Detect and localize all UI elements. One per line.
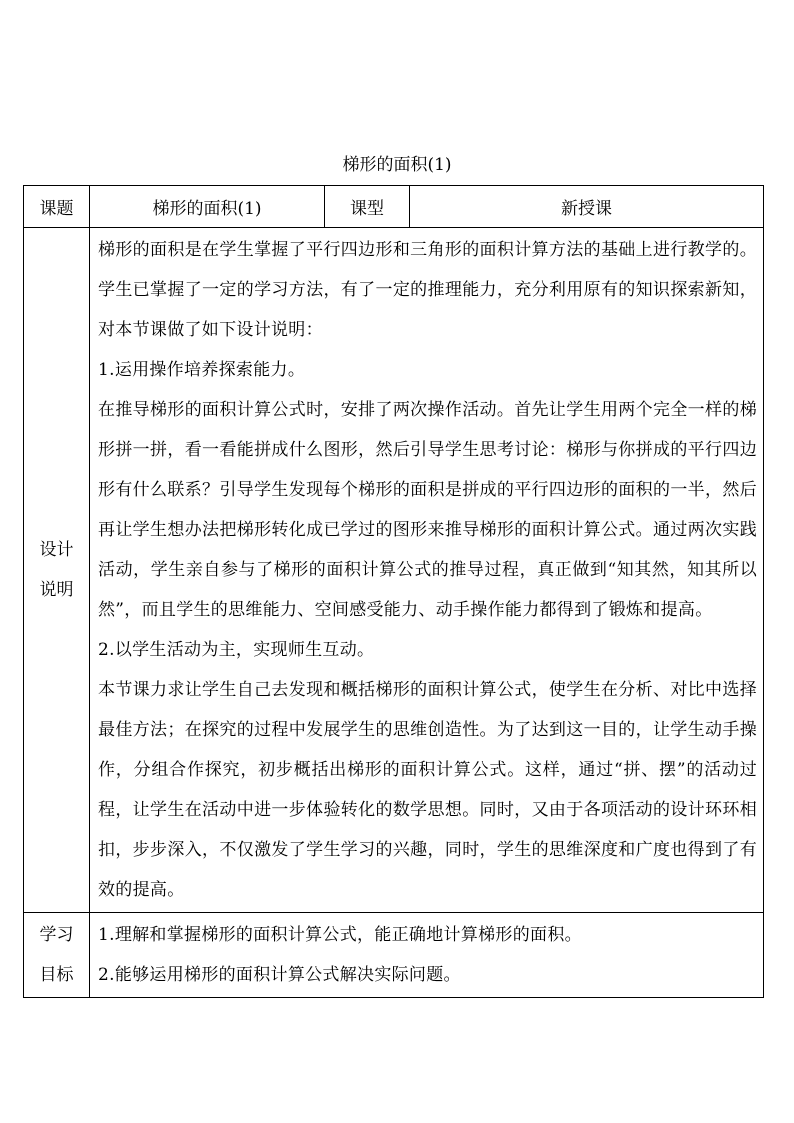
- design-label: [24, 228, 90, 913]
- design-paragraph: 本节课力求让学生自己去发现和概括梯形的面积计算公式，使学生在分析、对比中选择最佳方法；在探究的过程中发展学生的思维创造性。为了达到这一目的，让学生动手操作，分组合作探究，初步概括出梯形的面积计算公式。这样，通过“拼、摆”的活动过程，让学生在活动中进一步体验转化的数学思想。同时，又由于各项活动的设计环环相扣，步步深入，不仅激发了学生学习的兴趣，同时，学生的思维深度和广度也得到了有效的提高。: [98, 680, 757, 900]
- goals-label-line1: 学习: [39, 925, 74, 945]
- design-paragraph: 梯形的面积是在学生掌握了平行四边形和三角形的面积计算方法的基础上进行教学的。学生已掌握了一定的学习方法，有了一定的推理能力，充分利用原有的知识探索新知，对本节课做了如下设计说明：: [98, 240, 757, 340]
- design-paragraph: 2.以学生活动为主，实现师生互动。: [98, 640, 375, 660]
- page-title: 梯形的面积(1): [342, 155, 452, 175]
- design-label-line1: 设计: [39, 540, 74, 560]
- design-row: [24, 228, 764, 913]
- lesson-plan-table: [23, 185, 764, 998]
- goals-content: [90, 913, 764, 998]
- type-label: 课型: [325, 186, 410, 228]
- type-value: 新授课: [410, 186, 764, 228]
- design-paragraph: 1.运用操作培养探索能力。: [98, 360, 306, 380]
- goal-item: 2.能够运用梯形的面积计算公式解决实际问题。: [98, 965, 461, 985]
- goals-label: [24, 913, 90, 998]
- course-value: 梯形的面积(1): [90, 186, 325, 228]
- design-content: [90, 228, 764, 913]
- goals-row: [24, 913, 764, 998]
- design-paragraph: 在推导梯形的面积计算公式时，安排了两次操作活动。首先让学生用两个完全一样的梯形拼一拼，看一看能拼成什么图形，然后引导学生思考讨论：梯形与你拼成的平行四边形有什么联系？引导学生发现每个梯形的面积是拼成的平行四边形的面积的一半，然后再让学生想办法把梯形转化成已学过的图形来推导梯形的面积计算公式。通过两次实践活动，学生亲自参与了梯形的面积计算公式的推导过程，真正做到“知其然，知其所以然”，而且学生的思维能力、空间感受能力、动手操作能力都得到了锻炼和提高。: [98, 400, 757, 620]
- design-label-line2: 说明: [39, 580, 74, 600]
- goals-label-line2: 目标: [39, 965, 74, 985]
- header-row: [24, 186, 764, 228]
- goal-item: 1.理解和掌握梯形的面积计算公式，能正确地计算梯形的面积。: [98, 925, 582, 945]
- course-label: 课题: [24, 186, 90, 228]
